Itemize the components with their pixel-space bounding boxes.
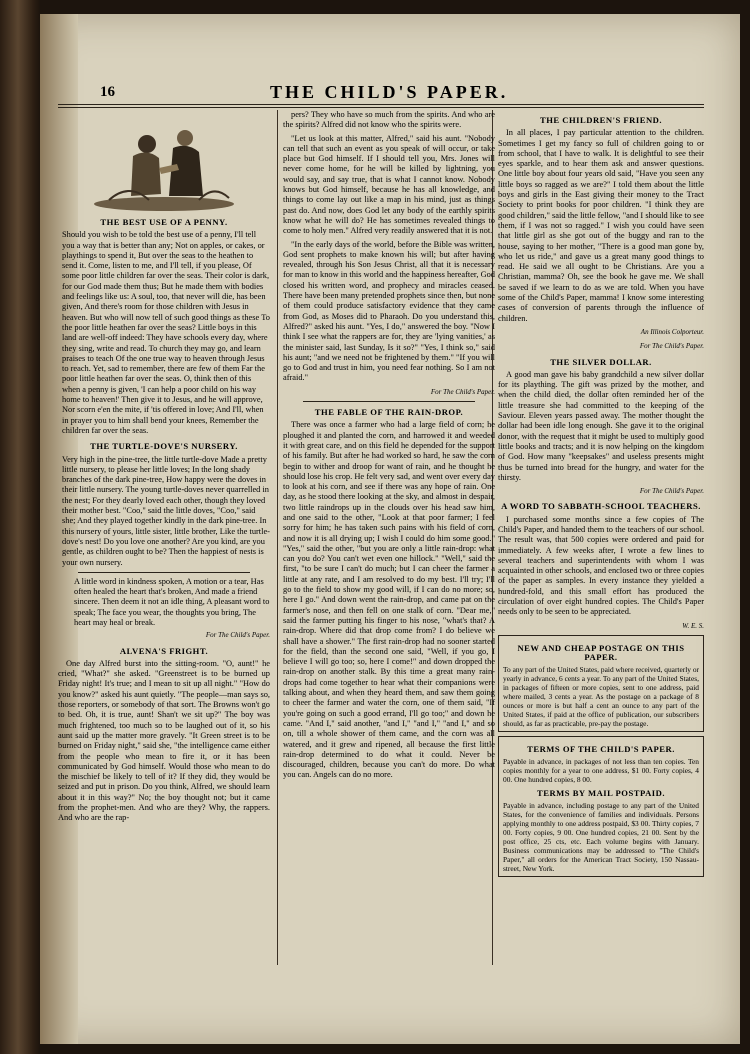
- poem-best-use-of-penny: Should you wish to be told the best use of a penny, I'll tell you a way that is better than any; Not on apples, or cakes, or playthings to spend it, But over the seas to the heathen to send it. Come, listen to me, and I'll tell, if you please, Of some poor little children far over the seas. Their color is dark, for our God made them thus; But he made them with bodies and feelings like us: A soul, too, that never will die, has been given, And there's room for those children with Jesus in heaven. But who will now tell of such good things as these To the poor little heathen far over the seas? Little boys in this land are well-off indeed: They have schools every day, where they sing, write and read. To church they may go, and learn praises to teach Of the one true way to heaven through Jesus to reach. Yet, sad to remember, there are few of them Far the poor little heathen far over the seas. O, think then of this when a penny is given, 'I can help a poor child on his way home to heaven!' Then give it to Jesus, and he will approve, Nor scorn e'en the mite, if 'tis offered in love; And I'll, when in prayer you to him shall bend your knees, Remember the children far over the seas.: [62, 230, 270, 435]
- section-rule: [303, 401, 475, 402]
- credit-initials: W. E. S.: [682, 621, 704, 630]
- poem-turtle-doves-nursery: Very high in the pine-tree, the little turtle-dove Made a pretty little nursery, to please her little loves; In the long shady branches of the dark pine-tree, How happy were the doves in their little nursery. The young turtle-doves never quarrelled in the nest; For they dearly loved each other, though they loved their mother best. "Coo," said the little doves, "Coo," said she; And they played together kindly in the dark pine-tree. In this nursery of yours, little sister, little brother, Like the turtle-dove's nest! Do you love one another? Are you kind, are you gentle, as children ought to be? Then the happiest of nests is your own nursery.: [62, 454, 270, 567]
- credit-childs-paper: For The Child's Paper.: [430, 387, 495, 396]
- section-rule: [78, 572, 250, 573]
- heading-word-to-teachers: A WORD TO SABBATH-SCHOOL TEACHERS.: [501, 501, 701, 512]
- article-fable-rain-drop: There was once a farmer who had a large field of corn; he ploughed it and planted the corn, and harrowed it and weeded it with great care, and on this field he depended for the support of his family. But after he had worked so hard, he saw the corn begin to wither and droop for want of rain, and he thought he should lose his crop. He felt very sad, and went over every day to look at his corn, and see if there was any hope of rain. One day, as he stood there looking at the sky, and almost in despair, two little raindrops up in the clouds over his head saw him, and one said to the other, "Look at that poor farmer; I feel sorry for him; he has taken such pains with his field of corn, and now it is all drying up; I wish I could do him some good." "Yes," said the other, "but you are only a little rain-drop: what can you do? You can't wet even one hillock." "Well," said the first, "to be sure I can't do much; but I can cheer the farmer a little at any rate, and I am resolved to do my best. I'll try; I'll go to the field to show my good will, if I can do no more; so, here I go." And down went the rain-drop, and came pat on the farmer's nose, and then fell on one stalk of corn. "Dear me," said the farmer putting his finger to his nose, "what's that? A rain-drop. Where did that drop come from? I do believe we shall have a shower." The first rain-drop had no sooner started for the field, than the second one said, "Well, if you go, I believe I will go too; so, here I come!" and down dropped the rain-drop on another stalk. By this time a great many rain-drops had come together to hear what their companions were talking about, and when they heard them, and saw them going to cheer the farmer and water the corn, one of them said, "If you're going on such a good errand, I'll go too;" and down he came. "And I," said another, "and I," "and I," "and I," and so on, till a whole shower of them came, and the corn was all watered, and it grew and ripened, all because the first little rain-drop determined to do what it could. Never be discouraged, children, because you can't do more. Do what you can. Angels can do no more.: [283, 420, 495, 780]
- heading-fable-rain-drop: THE FABLE OF THE RAIN-DROP.: [314, 407, 464, 418]
- heading-terms-by-mail: TERMS BY MAIL POSTPAID.: [536, 787, 665, 798]
- column-rule-1: [277, 110, 278, 965]
- article-word-to-teachers: I purchased some months since a few copies of The Child's Paper, and handed them to the teachers of our school. The result was, that 500 copies were ordered and paid for immediately. A few weeks after, I wrote a few lines to several teachers and superintendents with whom I was acquainted in other schools, and enclosed two or three copies of the paper as samples. In every instance they yielded a hundred-fold, and this small effort has produced the circulation of over eight hundred copies. The Child's Paper needs only to be seen to be appreciated.: [498, 514, 704, 617]
- heading-cheap-postage: NEW AND CHEAP POSTAGE ON THIS PAPER.: [517, 642, 685, 662]
- postage-box: [498, 635, 704, 732]
- article-silver-dollar: A good man gave his baby grandchild a new silver dollar for its plaything. The gift was prized by the mother, and when the child died, the dollar often reminded her of the little treasure she had committed to the keeping of the Saviour. Eleven years passed away. The mother thought the dollar had been idle long enough. She gave it to the original donor, with the request that it might be used to multiply good little books and tracts; and it is now helping on the kingdom of God. How many "keepsakes" and useless presents might thus be turned into bread for the hungry, and water for the thirsty.: [498, 369, 704, 482]
- heading-turtle-doves-nursery: THE TURTLE-DOVE'S NURSERY.: [90, 441, 238, 452]
- heading-childrens-friend: THE CHILDREN'S FRIEND.: [539, 115, 663, 125]
- credit-childs-paper: For The Child's Paper.: [639, 342, 704, 351]
- article-alvenas-fright: One day Alfred burst into the sitting-room. "O, aunt!" he cried, "What?" she asked. "Greenstreet is to be burned up Friday night! It's true; and I mean to sit up all night." "How do you know?" asked his aunt quietly. "The people—man says so, those reporters, or somebody of that sort. The Browns won't go to bed. Oh, it is true, aunt! Shan't we sit up?" The boy was much frightened, too much so to be laughed out of it, so his aunt said up the matter more gravely. "It Green street is to be burned on Friday night," said she, "the intelligence came either from the people who mean to fire it, or it has been communicated by God himself. Would those who mean to do the mischief be likely to tell of it? If they did, they would be seized and put in prison. Do you think, Alfred, we should learn about it in this way?" No; the boy thought not; but it came from the prophet-men. And who are they? Why, the rappers. And who are the rap-: [58, 658, 270, 823]
- mail-terms-text: Payable in advance, including postage to any part of the United States, for the convenience of families and individuals. Persons applying monthly to one address postpaid, $3 00. Thirty copies, 7 00. Forty copies, 9 00. One hundred copies, 21 00. Sent by the post office, 25 cts, etc. Each volume begins with January. Business communications may be addressed to "The Child's Paper," all orders for the American Tract Society, 150 Nassau-street, New York.: [503, 800, 699, 873]
- engraving-illustration: [89, 112, 239, 212]
- masthead-rule: [58, 104, 704, 105]
- postage-text: To any part of the United States, paid where received, quarterly or yearly in advance, 6 cents a year. To any part of the United States, in packages of fifteen or more copies, sent to one address, paid where mailed, 3 cents a year. As the postage on a package of 8 ounces or more is but half a cent an ounce to any part of the United States, if paid at the office of publication, our subscribers should, as far as practicable, pre-pay the postage.: [503, 664, 699, 728]
- credit-illinois-colporteur: An Illinois Colporteur.: [640, 327, 704, 336]
- terms-text: Payable in advance, in packages of not less than ten copies. Ten copies monthly for a year to one address, $1 00. Forty copies, 4 00. One hundred copies, 8 00.: [503, 756, 699, 784]
- masthead-title: THE CHILD'S PAPER.: [270, 82, 509, 102]
- page-number: 16: [100, 84, 115, 100]
- column-2: [283, 110, 495, 784]
- article-alvena-continued-2: "Let us look at this matter, Alfred," said his aunt. "Nobody can tell that such an event as you speak of will occur, or take place but God himself. If I should tell you, Mrs. Jones will never come home, for he will be killed by lightning, you would say, and say true, that is what I cannot know. Nobody knows but God himself, because he has all knowledge, and things to come lay out like a map in his mind, just as things past do. And now, does God let any body of the earthly spirits know what he will do? He has sometimes revealed things to come to holy men." Alfred very readily answered that it is not.: [283, 133, 495, 236]
- terms-box: [498, 736, 704, 877]
- heading-best-use-of-penny: THE BEST USE OF A PENNY.: [100, 217, 228, 227]
- column-1: [58, 110, 270, 827]
- heading-terms: TERMS OF THE CHILD'S PAPER.: [527, 743, 675, 754]
- heading-silver-dollar: THE SILVER DOLLAR.: [550, 356, 652, 367]
- credit-childs-paper: For The Child's Paper.: [205, 631, 270, 640]
- article-childrens-friend: In all places, I pay particular attention to the children. Sometimes I get my fancy so full of children going to or from school, that I have to walk. It is delightful to see their eyes sparkle, and to hear them ask and answer questions. One little boy about four years old said, "Have you seen any little boys so ragged as we are?" I told them about the little boys and girls in the East giving their money to the Tract Society to print books for poor children. "I think they are good children," said the little fellow, "and I should like to see them, if I was not so ragged." I wish you could have seen that little girl as she got out of the buggy and ran to the house, saying to her mother, "There is a good man gone by, who let us ride," and gave us a great many good things to read. He said we all ought to be Christians. Are you a Christian, mamma? Oh, see the book he gave me. We shall be saved if we learn to do as we are told. When you have some of the Child's Paper, mamma! I know some interesting cases of conversion of parents through the influence of children.: [498, 128, 704, 323]
- page-content: [40, 14, 740, 1044]
- credit-childs-paper: For The Child's Paper.: [639, 487, 704, 496]
- masthead-rule-thin: [58, 107, 704, 108]
- article-alvena-continued-1: pers? They who have so much from the spirits. And who are the spirits? Alfred did not know who the spirits were.: [283, 110, 495, 130]
- poem-kind-word: A little word in kindness spoken, A motion or a tear, Has often healed the heart that's broken, And made a friend sincere. Then deem it not an idle thing, A pleasant word to speak; The face you wear, the thoughts you bring, The heart may heal or break.: [74, 576, 270, 627]
- article-alvena-continued-3: "In the early days of the world, before the Bible was written, God sent prophets to make known his will; but after having revealed, through his Son Jesus Christ, all that it is necessary for man to know in this world and the happiness hereafter, God closed his written word, and prophecy and miracles ceased. There have been many pretended prophets since then, but none of them could produce satisfactory evidence that they came from God, as Moses did to Pharaoh. Do you understand this, Alfred?" asked his aunt. "Yes, I do," answered the boy. "Now I think I see what the rappers are for, they are 'lying vanities,' as the minister said, last Sunday, Is it so?" "Yes, I think so," said his aunt; "and we need not be frightened by them." "If you will go to God and trust in him, you need fear nothing. So I am not afraid.": [283, 239, 495, 383]
- heading-alvenas-fright: ALVENA'S FRIGHT.: [119, 645, 209, 656]
- column-3: [498, 110, 704, 881]
